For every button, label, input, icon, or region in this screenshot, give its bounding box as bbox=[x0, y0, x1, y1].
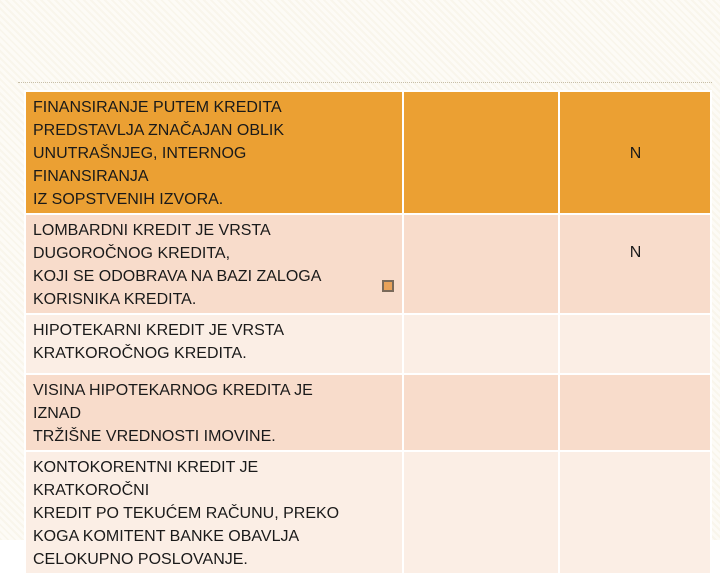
answer-cell bbox=[559, 374, 711, 451]
blank-cell bbox=[403, 451, 559, 574]
statement-cell bbox=[25, 374, 403, 451]
statement-cell bbox=[25, 314, 403, 374]
true-false-table bbox=[24, 90, 712, 575]
statement-cell bbox=[25, 214, 403, 314]
table-row bbox=[25, 314, 711, 374]
square-marker-icon bbox=[382, 280, 394, 292]
table-row bbox=[25, 91, 711, 214]
blank-cell bbox=[403, 374, 559, 451]
answer-cell: N bbox=[559, 214, 711, 314]
statement-text: HIPOTEKARNI KREDIT JE VRSTA KRATKOROČNOG KREDITA. bbox=[33, 322, 285, 362]
blank-cell bbox=[403, 314, 559, 374]
statement-cell bbox=[25, 91, 403, 214]
table-row bbox=[25, 374, 711, 451]
blank-cell bbox=[403, 91, 559, 214]
answer-cell: N bbox=[559, 91, 711, 214]
top-divider bbox=[18, 82, 712, 83]
answer-cell bbox=[559, 451, 711, 574]
table-row bbox=[25, 214, 711, 314]
statement-text: FINANSIRANJE PUTEM KREDITA PREDSTAVLJA ZNAČAJAN OBLIK UNUTRAŠNJEG, INTERNOG FINANSIRANJA IZ SOPSTVENIH IZVORA. bbox=[33, 99, 285, 208]
answer-cell bbox=[559, 314, 711, 374]
statement-text: VISINA HIPOTEKARNOG KREDITA JE IZNAD TRŽIŠNE VREDNOSTI IMOVINE. bbox=[33, 382, 313, 445]
statement-text: LOMBARDNI KREDIT JE VRSTA DUGOROČNOG KREDITA, KOJI SE ODOBRAVA NA BAZI ZALOGA KORISNIKA KREDITA. bbox=[33, 222, 322, 308]
statement-text: KONTOKORENTNI KREDIT JE KRATKOROČNI KREDIT PO TEKUĆEM RAČUNU, PREKO KOGA KOMITENT BANKE OBAVLJA CELOKUPNO POSLOVANJE. bbox=[33, 459, 340, 568]
table-row bbox=[25, 451, 711, 574]
statement-cell bbox=[25, 451, 403, 574]
blank-cell bbox=[403, 214, 559, 314]
